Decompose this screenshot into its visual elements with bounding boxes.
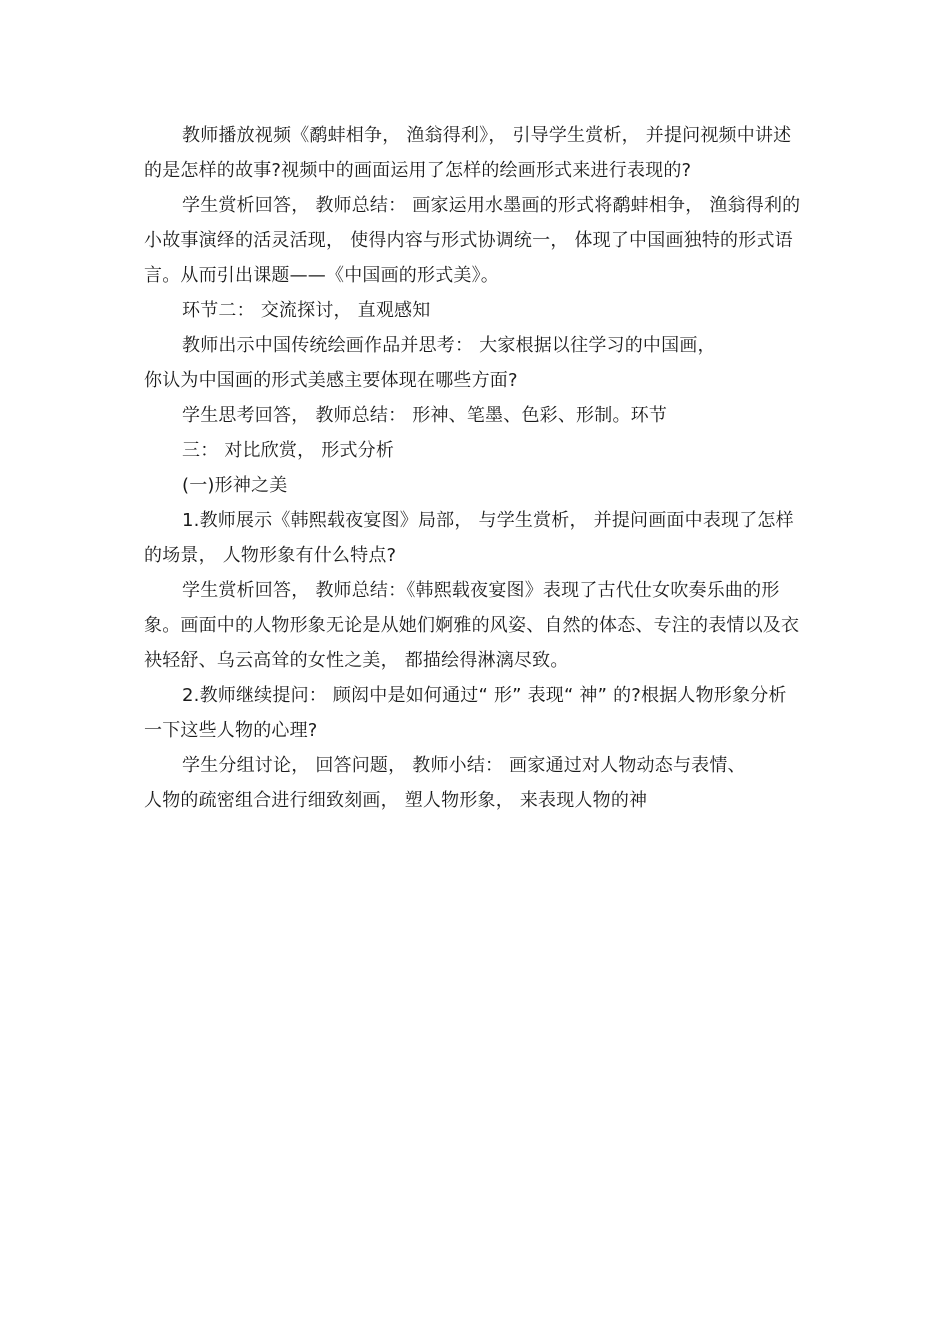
- paragraph-group-discussion: 学生分组讨论， 回答问题， 教师小结： 画家通过对人物动态与表情、: [182, 755, 746, 776]
- paragraph-teacher-summary-1: 学生赏析回答， 教师总结： 画家运用水墨画的形式将鹬蚌相争， 渔翁得利的小故事演绎的活灵活现， 使得内容与形式协调统一， 体现了中国画独特的形式语言。从而引出课题——《中国画的形式美》。: [144, 195, 801, 286]
- paragraph-question-form-beauty: 你认为中国画的形式美感主要体现在哪些方面?: [144, 370, 518, 391]
- paragraph-section-two-heading: 环节二： 交流探讨， 直观感知: [182, 300, 431, 321]
- paragraph-teacher-summary-3: 学生赏析回答， 教师总结：《韩熙载夜宴图》表现了古代仕女吹奏乐曲的形象。画面中的人物形象无论是从她们婀雅的风姿、自然的体态、专注的表情以及衣袂轻舒、乌云高耸的女性之美， 都描绘得淋漓尽致。: [144, 580, 800, 671]
- paragraph-teacher-summary-2: 学生思考回答， 教师总结： 形神、笔墨、色彩、形制。环节: [182, 405, 668, 426]
- paragraph-subsection-heading: (一)形神之美: [182, 475, 288, 496]
- paragraph-group-discussion-cont: 人物的疏密组合进行细致刻画， 塑人物形象， 来表现人物的神: [144, 790, 648, 811]
- paragraph-video-intro: 教师播放视频《鹬蚌相争， 渔翁得利》， 引导学生赏析， 并提问视频中讲述的是怎样的故事?视频中的画面运用了怎样的绘画形式来进行表现的?: [144, 125, 792, 181]
- document-body: [144, 118, 804, 818]
- paragraph-show-artworks: 教师出示中国传统绘画作品并思考： 大家根据以往学习的中国画，: [182, 335, 716, 356]
- paragraph-section-three-heading: 三： 对比欣赏， 形式分析: [182, 440, 395, 461]
- paragraph-step-one: 1.教师展示《韩熙载夜宴图》局部， 与学生赏析， 并提问画面中表现了怎样的场景， 人物形象有什么特点?: [144, 510, 794, 566]
- paragraph-step-two: 2.教师继续提问： 顾闳中是如何通过“ 形” 表现“ 神” 的?根据人物形象分析一下这些人物的心理?: [144, 685, 787, 741]
